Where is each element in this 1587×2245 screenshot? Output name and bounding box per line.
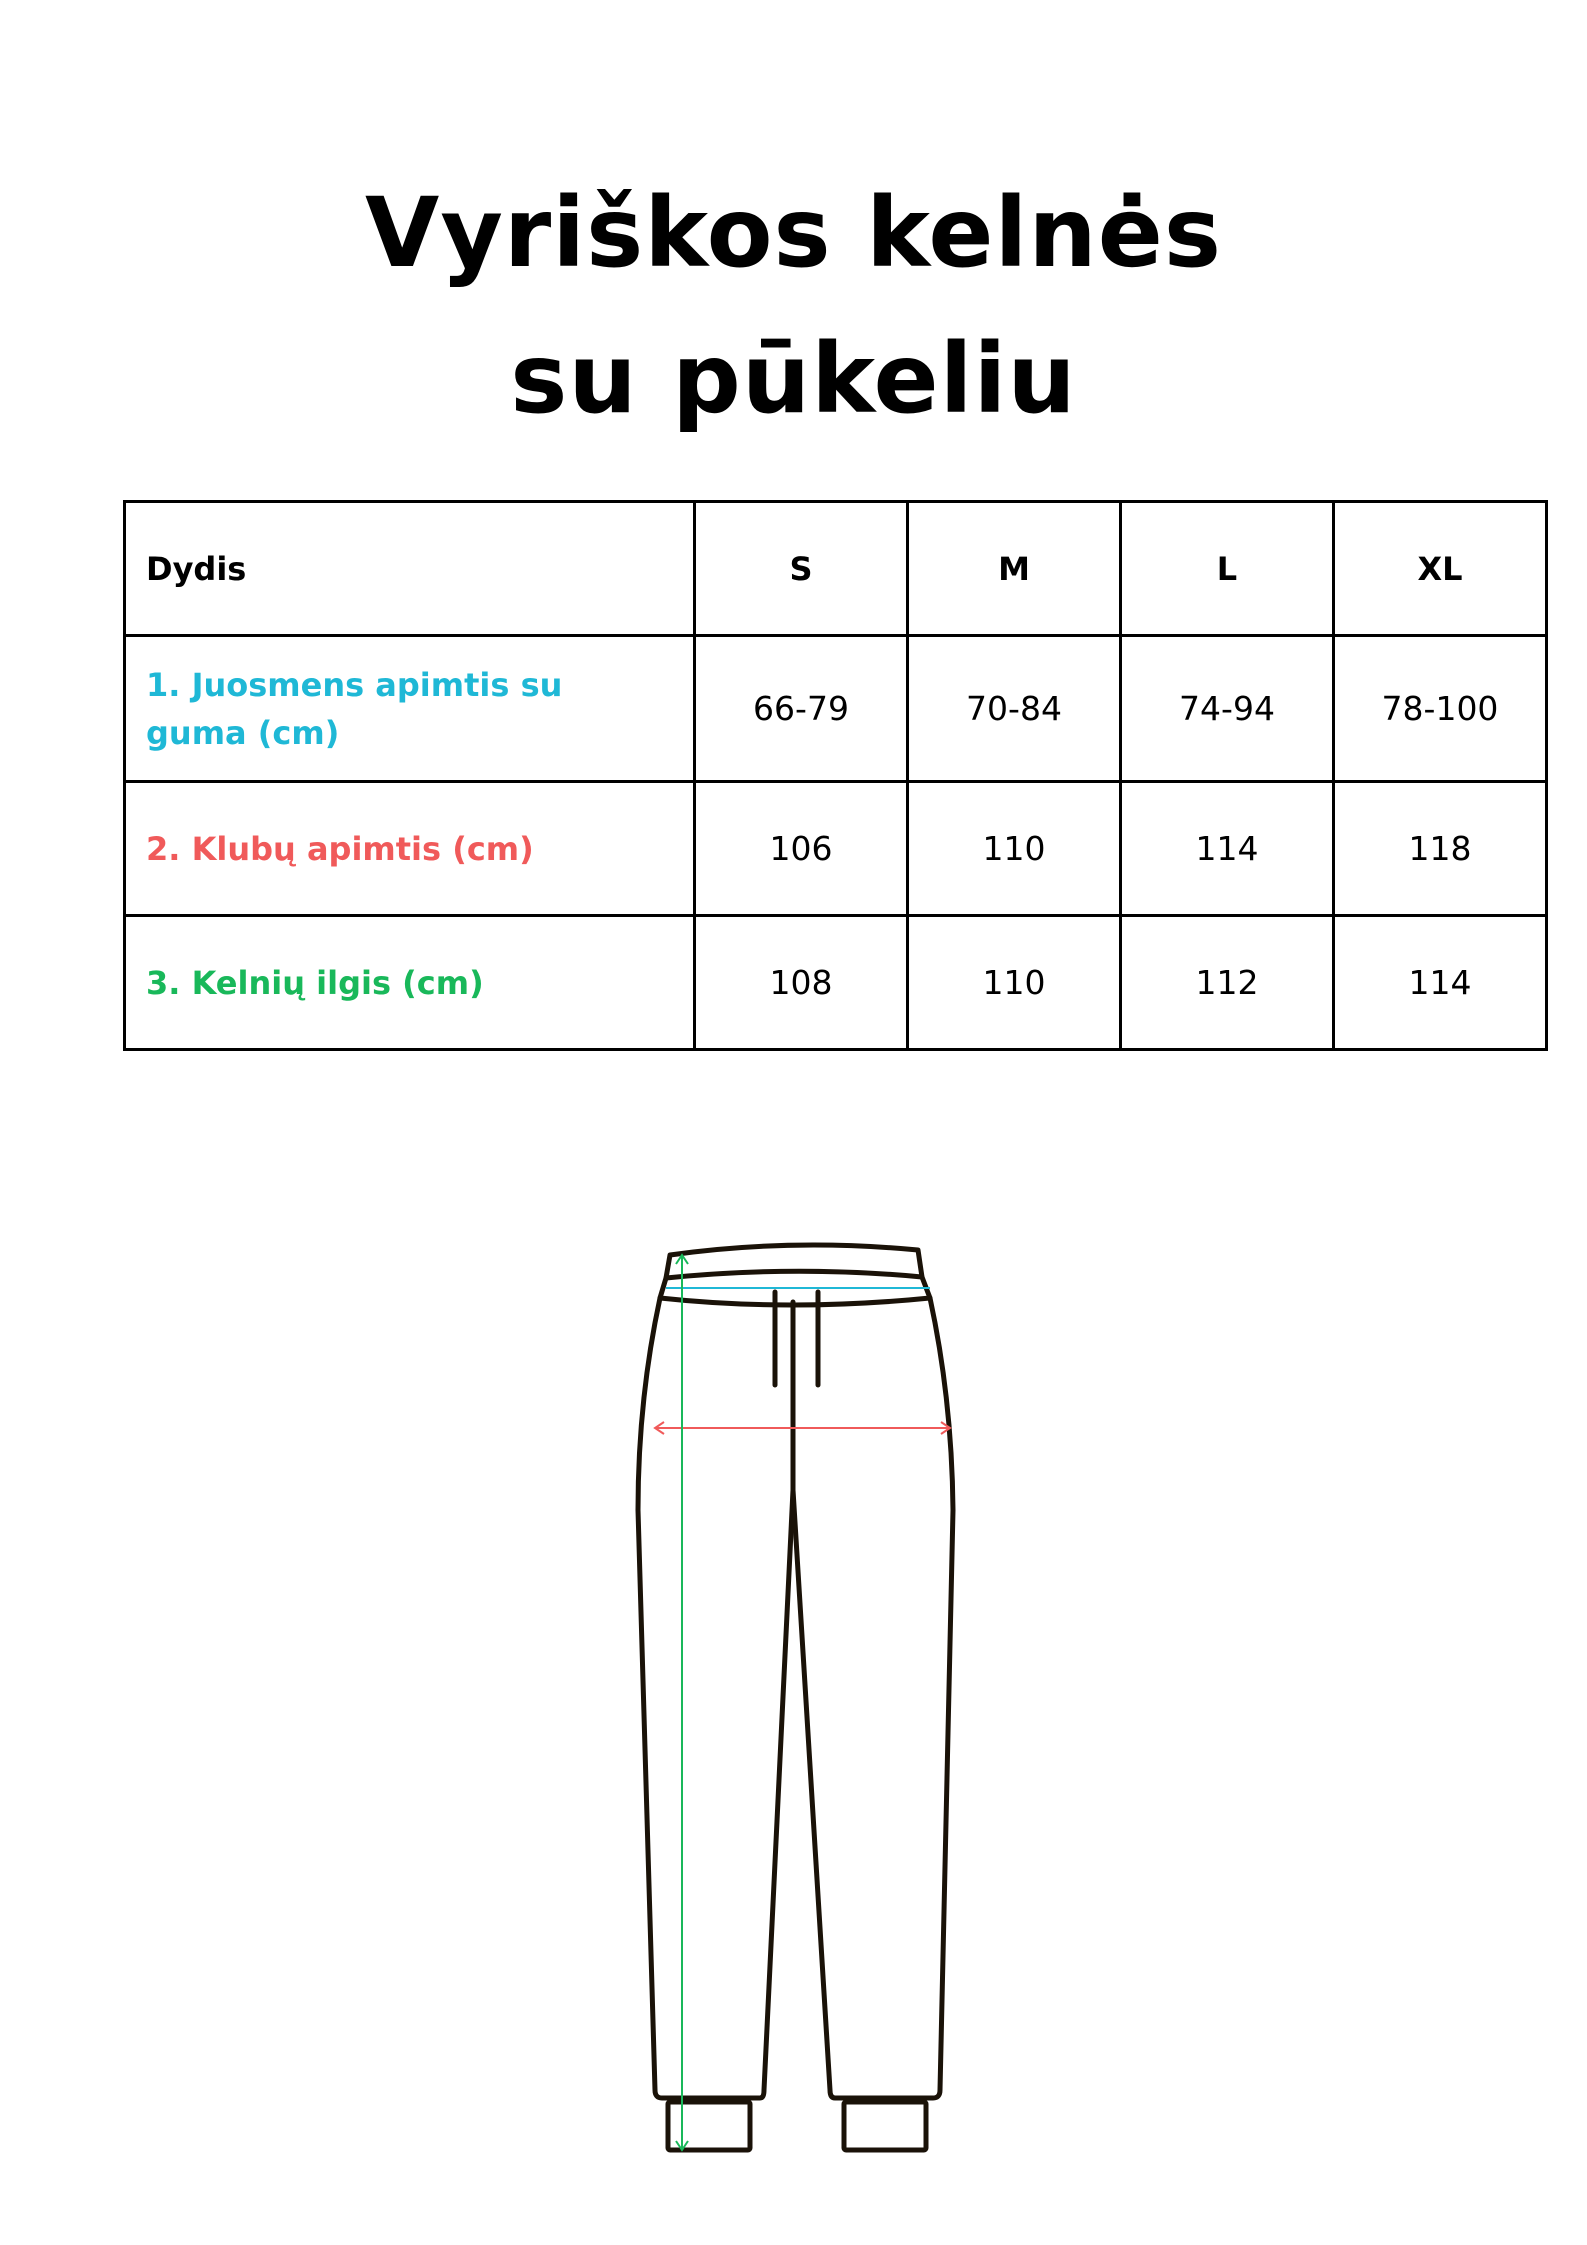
header-size-m: M [908, 502, 1121, 636]
table-row-hips [125, 782, 1547, 916]
header-size-label: Dydis [125, 502, 695, 636]
hip-measure [655, 1422, 950, 1434]
row-label-waist: 1. Juosmens apimtis su guma (cm) [125, 636, 695, 782]
table-row-length [125, 916, 1547, 1050]
left-cuff [668, 2102, 750, 2150]
header-size-xl: XL [1334, 502, 1547, 636]
row-label-length: 3. Kelnių ilgis (cm) [125, 916, 695, 1050]
cell-hips-s: 106 [695, 782, 908, 916]
table-row-waist [125, 636, 1547, 782]
cell-hips-m: 110 [908, 782, 1121, 916]
cell-waist-m: 70-84 [908, 636, 1121, 782]
row-label-hips: 2. Klubų apimtis (cm) [125, 782, 695, 916]
cell-hips-l: 114 [1121, 782, 1334, 916]
pants-outline [638, 1245, 953, 2150]
header-size-l: L [1121, 502, 1334, 636]
cell-waist-l: 74-94 [1121, 636, 1334, 782]
waistband-top [666, 1245, 922, 1278]
cell-waist-xl: 78-100 [1334, 636, 1547, 782]
right-leg [793, 1298, 953, 2098]
cell-hips-xl: 118 [1334, 782, 1547, 916]
table-header-row [125, 502, 1547, 636]
title-line-1: Vyriškos kelnės [365, 177, 1222, 289]
right-cuff [844, 2102, 926, 2150]
left-leg [638, 1298, 793, 2098]
cell-waist-s: 66-79 [695, 636, 908, 782]
size-chart-table [123, 500, 1548, 1051]
title-line-2: su pūkeliu [510, 323, 1077, 435]
length-measure [676, 1255, 688, 2150]
page-title [0, 160, 1587, 452]
cell-length-m: 110 [908, 916, 1121, 1050]
cell-length-xl: 114 [1334, 916, 1547, 1050]
header-size-s: S [695, 502, 908, 636]
cell-length-l: 112 [1121, 916, 1334, 1050]
pants-diagram [600, 1230, 980, 2160]
cell-length-s: 108 [695, 916, 908, 1050]
